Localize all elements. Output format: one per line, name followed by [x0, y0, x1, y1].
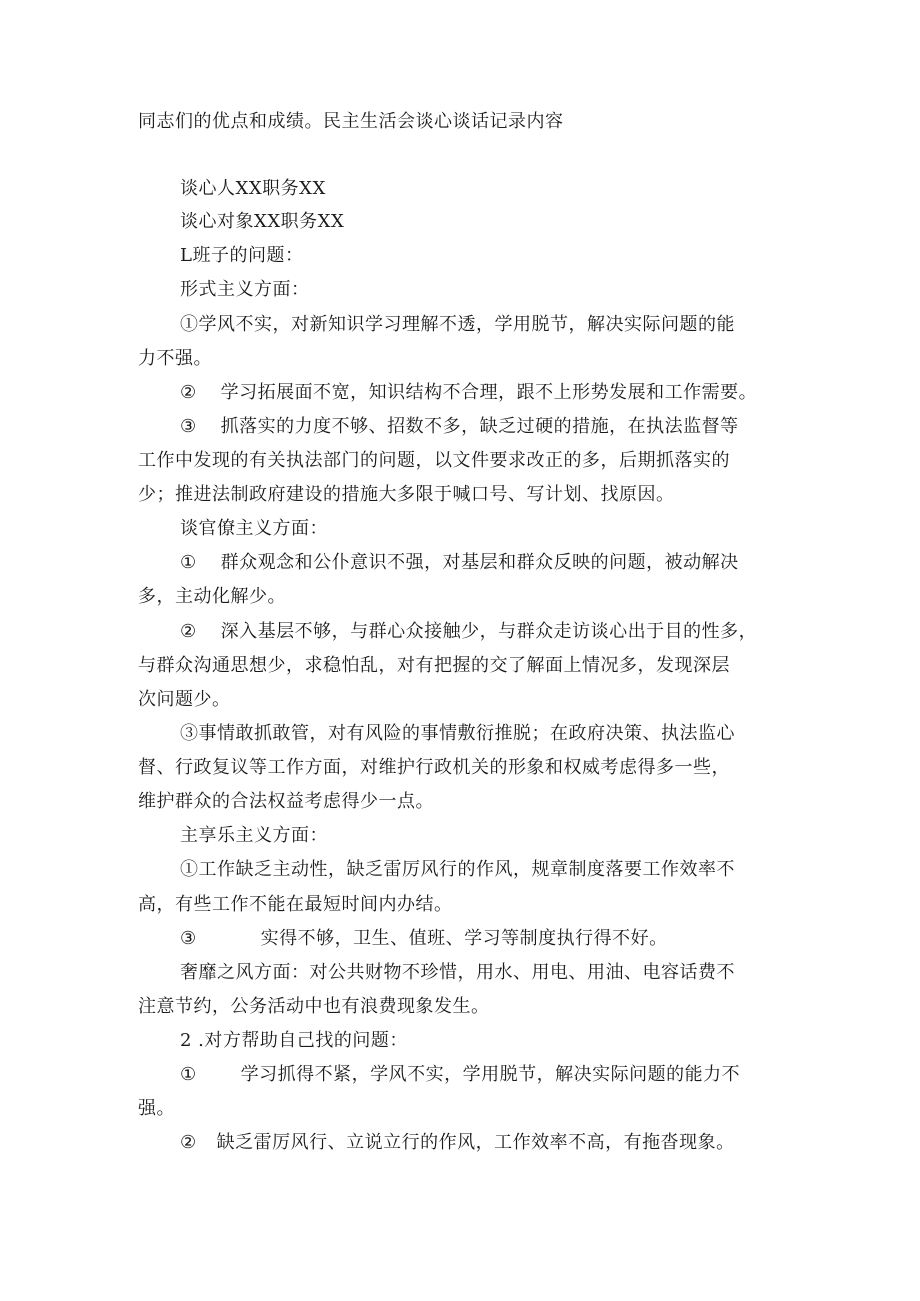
- item-text: 实得不够，卫生、值班、学习等制度执行得不好。: [260, 928, 668, 949]
- item-number: ①: [180, 1064, 197, 1085]
- item-number: ③: [180, 928, 197, 949]
- item-number: ②: [180, 1132, 197, 1153]
- section1-heading: L班子的问题：: [180, 245, 304, 266]
- extravagance-line1: 奢靡之风方面：对公共财物不珍惜，用水、用电、用油、电容话费不: [180, 962, 735, 983]
- talker-line: 谈心人XX职务XX: [180, 178, 326, 199]
- hedonism-item3: [180, 927, 668, 951]
- item-number: ③: [180, 416, 197, 437]
- item-text: 深入基层不够，与群心众接触少，与群众走访谈心出于目的性多，: [220, 621, 758, 642]
- section2-heading: 2 .对方帮助自己找的问题：: [180, 1030, 408, 1051]
- bureaucracy-item2-line1: [180, 620, 757, 644]
- formalism-item3-line2: 工作中发现的有关执法部门的问题，以文件要求改正的多，后期抓落实的: [138, 450, 730, 471]
- formalism-item3-line3: 少；推进法制政府建设的措施大多限于喊口号、写计划、找原因。: [138, 484, 675, 505]
- item-text: 学习拓展面不宽，知识结构不合理，跟不上形势发展和工作需要。: [220, 382, 758, 403]
- item-number: ①: [180, 552, 197, 573]
- bureaucracy-item3-line3: 维护群众的合法权益考虑得少一点。: [138, 791, 434, 812]
- formalism-item1-line1: ①学风不实，对新知识学习理解不透，学用脱节，解决实际问题的能: [180, 314, 735, 335]
- item-text: 抓落实的力度不够、招数不多，缺乏过硬的措施，在执法监督等: [220, 416, 739, 437]
- bureaucracy-item3-line2: 督、行政复议等工作方面，对维护行政机关的形象和权威考虑得多一些，: [138, 757, 730, 778]
- bureaucracy-item2-line3: 次问题少。: [138, 689, 231, 710]
- formalism-heading: 形式主义方面：: [180, 279, 310, 300]
- section2-item1-line1: [180, 1063, 740, 1087]
- title-line: 同志们的优点和成绩。民主生活会谈心谈话记录内容: [138, 111, 564, 132]
- bureaucracy-item1-line2: 多，主动化解少。: [138, 586, 286, 607]
- extravagance-line2: 注意节约，公务活动中也有浪费现象发生。: [138, 996, 490, 1017]
- item-number: ②: [180, 621, 197, 642]
- formalism-item1-line2: 力不强。: [138, 348, 212, 369]
- section2-item2: [180, 1131, 735, 1155]
- section2-item1-line2: 强。: [138, 1098, 175, 1119]
- hedonism-item1-line2: 高，有些工作不能在最短时间内办结。: [138, 894, 453, 915]
- target-line: 谈心对象XX职务XX: [180, 211, 345, 232]
- item-text: 群众观念和公仆意识不强，对基层和群众反映的问题，被动解决: [220, 552, 739, 573]
- bureaucracy-item3-line1: ③事情敢抓敢管，对有风险的事情敷衍推脱；在政府决策、执法监心: [180, 723, 735, 744]
- bureaucracy-item1-line1: [180, 551, 739, 575]
- hedonism-heading: 主享乐主义方面：: [180, 825, 328, 846]
- bureaucracy-item2-line2: 与群众沟通思想少，求稳怕乱，对有把握的交了解面上情况多，发现深层: [138, 655, 730, 676]
- bureaucracy-heading: 谈官僚主义方面：: [180, 518, 328, 539]
- hedonism-item1-line1: ①工作缺乏主动性，缺乏雷厉风行的作风，规章制度落要工作效率不: [180, 859, 735, 880]
- formalism-item3-line1: [180, 415, 739, 439]
- formalism-item2: [180, 381, 757, 405]
- item-text: 缺乏雷厉风行、立说立行的作风，工作效率不高，有拖沓现象。: [216, 1132, 735, 1153]
- item-number: ②: [180, 382, 197, 403]
- item-text: 学习抓得不紧，学风不实，学用脱节，解决实际问题的能力不: [240, 1064, 741, 1085]
